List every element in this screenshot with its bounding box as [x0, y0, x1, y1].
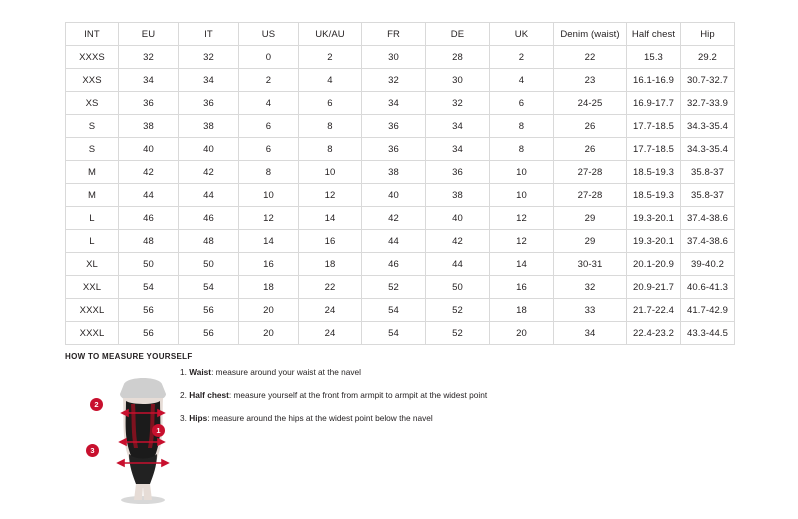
cell-eu: 48 — [119, 230, 179, 253]
cell-int: M — [66, 161, 119, 184]
cell-denim-waist: 24-25 — [554, 92, 627, 115]
cell-it: 46 — [179, 207, 239, 230]
cell-fr: 36 — [362, 138, 426, 161]
cell-int: L — [66, 230, 119, 253]
cell-half-chest: 22.4-23.2 — [627, 322, 681, 345]
cell-uk: 12 — [490, 207, 554, 230]
cell-uk-au: 22 — [299, 276, 362, 299]
cell-de: 52 — [426, 299, 490, 322]
cell-it: 40 — [179, 138, 239, 161]
column-header-us: US — [239, 23, 299, 46]
cell-uk-au: 4 — [299, 69, 362, 92]
cell-hip: 43.3-44.5 — [681, 322, 735, 345]
cell-uk: 6 — [490, 92, 554, 115]
cell-eu: 50 — [119, 253, 179, 276]
cell-uk: 14 — [490, 253, 554, 276]
cell-eu: 40 — [119, 138, 179, 161]
cell-hip: 32.7-33.9 — [681, 92, 735, 115]
cell-int: S — [66, 115, 119, 138]
cell-half-chest: 16.9-17.7 — [627, 92, 681, 115]
cell-de: 40 — [426, 207, 490, 230]
table-row — [66, 207, 735, 230]
cell-uk-au: 8 — [299, 138, 362, 161]
measurement-notes — [180, 368, 650, 437]
cell-de: 42 — [426, 230, 490, 253]
cell-denim-waist: 23 — [554, 69, 627, 92]
cell-uk: 8 — [490, 115, 554, 138]
cell-int: L — [66, 207, 119, 230]
cell-int: XXXS — [66, 46, 119, 69]
cell-us: 20 — [239, 299, 299, 322]
cell-denim-waist: 22 — [554, 46, 627, 69]
cell-uk-au: 8 — [299, 115, 362, 138]
cell-de: 34 — [426, 138, 490, 161]
cell-uk: 10 — [490, 161, 554, 184]
cell-denim-waist: 34 — [554, 322, 627, 345]
note-half-chest-number: 2. — [180, 389, 187, 400]
badge-1: 1 — [152, 424, 165, 437]
cell-it: 36 — [179, 92, 239, 115]
cell-half-chest: 19.3-20.1 — [627, 207, 681, 230]
cell-us: 18 — [239, 276, 299, 299]
cell-half-chest: 18.5-19.3 — [627, 184, 681, 207]
cell-it: 48 — [179, 230, 239, 253]
cell-hip: 35.8-37 — [681, 161, 735, 184]
cell-uk-au: 12 — [299, 184, 362, 207]
note-waist-term: Waist — [189, 367, 212, 377]
cell-hip: 35.8-37 — [681, 184, 735, 207]
cell-it: 50 — [179, 253, 239, 276]
cell-hip: 40.6-41.3 — [681, 276, 735, 299]
cell-fr: 32 — [362, 69, 426, 92]
table-row — [66, 92, 735, 115]
cell-us: 6 — [239, 138, 299, 161]
cell-fr: 30 — [362, 46, 426, 69]
cell-fr: 42 — [362, 207, 426, 230]
cell-denim-waist: 29 — [554, 207, 627, 230]
cell-int: XXL — [66, 276, 119, 299]
table-row — [66, 184, 735, 207]
note-waist-text: : measure around your waist at the navel — [211, 367, 361, 377]
cell-uk-au: 24 — [299, 322, 362, 345]
cell-int: XS — [66, 92, 119, 115]
cell-us: 20 — [239, 322, 299, 345]
cell-uk-au: 10 — [299, 161, 362, 184]
column-header-eu: EU — [119, 23, 179, 46]
cell-half-chest: 17.7-18.5 — [627, 138, 681, 161]
cell-it: 56 — [179, 322, 239, 345]
cell-int: XXS — [66, 69, 119, 92]
cell-eu: 46 — [119, 207, 179, 230]
note-hips-text: : measure around the hips at the widest point below the navel — [207, 412, 433, 423]
cell-fr: 38 — [362, 161, 426, 184]
cell-hip: 34.3-35.4 — [681, 138, 735, 161]
cell-uk-au: 24 — [299, 299, 362, 322]
column-header-de: DE — [426, 23, 490, 46]
column-header-uk: UK — [490, 23, 554, 46]
cell-de: 38 — [426, 184, 490, 207]
cell-de: 52 — [426, 322, 490, 345]
cell-it: 32 — [179, 46, 239, 69]
cell-uk-au: 6 — [299, 92, 362, 115]
cell-eu: 56 — [119, 322, 179, 345]
cell-eu: 38 — [119, 115, 179, 138]
cell-denim-waist: 26 — [554, 138, 627, 161]
table-header-row — [66, 23, 735, 46]
table-row — [66, 299, 735, 322]
cell-it: 38 — [179, 115, 239, 138]
cell-half-chest: 20.9-21.7 — [627, 276, 681, 299]
note-half-chest-text: : measure yourself at the front from armpit to armpit at the widest point — [228, 389, 488, 400]
size-table-container — [65, 22, 734, 345]
size-conversion-table — [65, 22, 735, 345]
cell-half-chest: 15.3 — [627, 46, 681, 69]
cell-uk-au: 2 — [299, 46, 362, 69]
cell-hip: 37.4-38.6 — [681, 207, 735, 230]
cell-denim-waist: 32 — [554, 276, 627, 299]
note-half-chest-term: Half chest — [189, 389, 229, 400]
cell-de: 44 — [426, 253, 490, 276]
cell-half-chest: 16.1-16.9 — [627, 69, 681, 92]
cell-eu: 34 — [119, 69, 179, 92]
cell-uk: 12 — [490, 230, 554, 253]
cell-hip: 30.7-32.7 — [681, 69, 735, 92]
cell-us: 0 — [239, 46, 299, 69]
cell-denim-waist: 29 — [554, 230, 627, 253]
note-waist — [180, 368, 650, 378]
table-row — [66, 276, 735, 299]
cell-us: 14 — [239, 230, 299, 253]
cell-fr: 52 — [362, 276, 426, 299]
note-hips-number: 3. — [180, 412, 187, 423]
cell-denim-waist: 26 — [554, 115, 627, 138]
cell-int: XXXL — [66, 299, 119, 322]
badge-3: 3 — [86, 444, 99, 457]
cell-hip: 37.4-38.6 — [681, 230, 735, 253]
cell-half-chest: 18.5-19.3 — [627, 161, 681, 184]
cell-de: 32 — [426, 92, 490, 115]
cell-hip: 41.7-42.9 — [681, 299, 735, 322]
how-to-measure-title: HOW TO MEASURE YOURSELF — [65, 352, 193, 361]
cell-uk: 10 — [490, 184, 554, 207]
note-hips — [180, 414, 650, 424]
cell-fr: 54 — [362, 322, 426, 345]
column-header-denim-waist: Denim (waist) — [554, 23, 627, 46]
note-hips-term: Hips — [189, 412, 208, 423]
table-row — [66, 115, 735, 138]
note-waist-number: 1. — [180, 367, 187, 377]
cell-it: 42 — [179, 161, 239, 184]
table-row — [66, 138, 735, 161]
cell-uk: 20 — [490, 322, 554, 345]
cell-de: 28 — [426, 46, 490, 69]
table-row — [66, 230, 735, 253]
cell-fr: 46 — [362, 253, 426, 276]
cell-uk-au: 16 — [299, 230, 362, 253]
cell-de: 50 — [426, 276, 490, 299]
table-row — [66, 253, 735, 276]
cell-eu: 32 — [119, 46, 179, 69]
cell-int: S — [66, 138, 119, 161]
cell-us: 2 — [239, 69, 299, 92]
cell-it: 44 — [179, 184, 239, 207]
cell-us: 10 — [239, 184, 299, 207]
cell-half-chest: 17.7-18.5 — [627, 115, 681, 138]
cell-fr: 36 — [362, 115, 426, 138]
cell-eu: 36 — [119, 92, 179, 115]
cell-us: 8 — [239, 161, 299, 184]
column-header-fr: FR — [362, 23, 426, 46]
cell-int: M — [66, 184, 119, 207]
cell-int: XL — [66, 253, 119, 276]
note-half-chest — [180, 391, 650, 401]
cell-de: 34 — [426, 115, 490, 138]
badge-2: 2 — [90, 398, 103, 411]
cell-de: 36 — [426, 161, 490, 184]
cell-uk: 16 — [490, 276, 554, 299]
cell-fr: 44 — [362, 230, 426, 253]
cell-int: XXXL — [66, 322, 119, 345]
table-row — [66, 322, 735, 345]
cell-fr: 54 — [362, 299, 426, 322]
cell-uk-au: 14 — [299, 207, 362, 230]
cell-hip: 39-40.2 — [681, 253, 735, 276]
cell-eu: 44 — [119, 184, 179, 207]
cell-uk: 4 — [490, 69, 554, 92]
cell-uk: 8 — [490, 138, 554, 161]
cell-denim-waist: 30-31 — [554, 253, 627, 276]
table-row — [66, 69, 735, 92]
cell-eu: 56 — [119, 299, 179, 322]
cell-it: 34 — [179, 69, 239, 92]
column-header-it: IT — [179, 23, 239, 46]
cell-uk: 2 — [490, 46, 554, 69]
cell-half-chest: 21.7-22.4 — [627, 299, 681, 322]
column-header-hip: Hip — [681, 23, 735, 46]
cell-hip: 29.2 — [681, 46, 735, 69]
cell-it: 54 — [179, 276, 239, 299]
table-row — [66, 46, 735, 69]
cell-us: 6 — [239, 115, 299, 138]
column-header-int: INT — [66, 23, 119, 46]
cell-us: 16 — [239, 253, 299, 276]
column-header-uk-au: UK/AU — [299, 23, 362, 46]
cell-us: 12 — [239, 207, 299, 230]
cell-denim-waist: 27-28 — [554, 161, 627, 184]
cell-de: 30 — [426, 69, 490, 92]
cell-fr: 34 — [362, 92, 426, 115]
cell-half-chest: 19.3-20.1 — [627, 230, 681, 253]
cell-us: 4 — [239, 92, 299, 115]
cell-denim-waist: 33 — [554, 299, 627, 322]
cell-half-chest: 20.1-20.9 — [627, 253, 681, 276]
cell-eu: 42 — [119, 161, 179, 184]
table-row — [66, 161, 735, 184]
cell-uk: 18 — [490, 299, 554, 322]
cell-hip: 34.3-35.4 — [681, 115, 735, 138]
cell-eu: 54 — [119, 276, 179, 299]
cell-fr: 40 — [362, 184, 426, 207]
cell-it: 56 — [179, 299, 239, 322]
column-header-half-chest: Half chest — [627, 23, 681, 46]
cell-uk-au: 18 — [299, 253, 362, 276]
cell-denim-waist: 27-28 — [554, 184, 627, 207]
